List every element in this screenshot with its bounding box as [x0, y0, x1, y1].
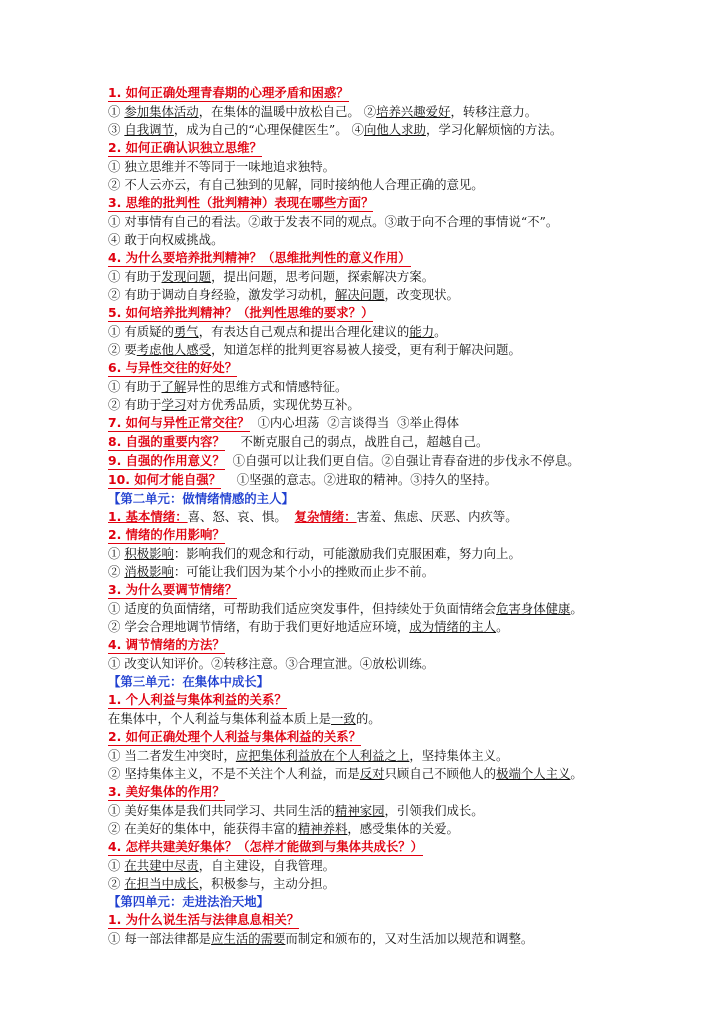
answer-line: ① 当二者发生冲突时，应把集体利益放在个人利益之上，坚持集体主义。	[108, 748, 509, 763]
answer-line: ② 学会合理地调节情绪，有助于我们更好地适应环境，成为情绪的主人。	[108, 619, 509, 634]
answer-line: 在集体中，个人利益与集体利益本质上是一致的。	[108, 711, 381, 726]
answer-line: ② 要考虑他人感受，知道怎样的批判更容易被人接受，更有利于解决问题。	[108, 342, 521, 357]
question-heading: 1. 为什么说生活与法律息息相关？	[108, 912, 300, 927]
answer-line: ① 有助于了解异性的思维方式和情感特征。	[108, 379, 348, 394]
question-heading: 3. 思维的批判性（批判精神）表现在哪些方面？	[108, 195, 374, 210]
answer-line: 7. 如何与异性正常交往？ ①内心坦荡 ②言谈得当 ③举止得体	[108, 415, 460, 430]
answer-line: ① 在共建中尽责，自主建设，自我管理。	[108, 858, 335, 873]
answer-line: ② 有助于调动自身经验，激发学习动机，解决问题，改变现状。	[108, 287, 459, 302]
unit-heading: 【第三单元：在集体中成长】	[108, 674, 270, 689]
question-heading: 6. 与异性交往的好处？	[108, 360, 238, 375]
answer-line: ② 在美好的集体中，能获得丰富的精神养料，感受集体的关爱。	[108, 821, 459, 836]
question-heading: 2. 如何正确认识独立思维？	[108, 140, 262, 155]
question-heading: 3. 为什么要调节情绪？	[108, 582, 238, 597]
answer-line: 8. 自强的重要内容？ 不断克服自己的弱点，战胜自己，超越自己。	[108, 434, 489, 449]
answer-line: ① 独立思维并不等同于一味地追求独特。	[108, 159, 335, 174]
answer-line: ① 美好集体是我们共同学习、共同生活的精神家园，引领我们成长。	[108, 803, 484, 818]
question-heading: 8. 自强的重要内容？	[108, 434, 225, 449]
answer-line: ① 积极影响：影响我们的观念和行动，可能激励我们克服困难，努力向上。	[108, 546, 521, 561]
answer-line: ② 消极影响：可能让我们因为某个小小的挫败而止步不前。	[108, 564, 435, 579]
question-heading: 2. 情绪的作用影响？	[108, 527, 225, 542]
question-heading: 9. 自强的作用意义？	[108, 453, 225, 468]
question-heading: 7. 如何与异性正常交往？	[108, 415, 250, 430]
answer-line: ① 参加集体活动，在集体的温暖中放松自己。 ②培养兴趣爱好，转移注意力。	[108, 104, 538, 119]
question-heading: 1. 如何正确处理青春期的心理矛盾和困惑？	[108, 85, 349, 100]
answer-line: ④ 敢于向权威挑战。	[108, 232, 224, 247]
answer-line: 1. 基本情绪：喜、怒、哀、惧。 复杂情绪：害羞、焦虑、厌恶、内疚等。	[108, 509, 518, 524]
answer-line: ② 在担当中成长，积极参与，主动分担。	[108, 876, 335, 891]
answer-line: ② 不人云亦云，有自己独到的见解，同时接纳他人合理正确的意见。	[108, 177, 484, 192]
question-heading: 4. 为什么要培养批判精神？（思维批判性的意义作用）	[108, 250, 411, 265]
answer-line: ① 适度的负面情绪，可帮助我们适应突发事件，但持续处于负面情绪会危害身体健康。	[108, 601, 583, 616]
question-heading: 1. 个人利益与集体利益的关系？	[108, 692, 287, 707]
study-notes-page	[108, 84, 620, 948]
unit-heading: 【第二单元：做情绪情感的主人】	[108, 491, 294, 506]
answer-line: ① 每一部法律都是应生活的需要而制定和颁布的，又对生活加以规范和调整。	[108, 931, 534, 946]
answer-line: ① 有质疑的勇气，有表达自己观点和提出合理化建议的能力。	[108, 324, 447, 339]
answer-line: 10. 如何才能自强？ ①坚强的意志。②进取的精神。③持久的坚持。	[108, 472, 497, 487]
question-heading: 5. 如何培养批判精神？（批判性思维的要求？）	[108, 305, 374, 320]
question-heading: 3. 美好集体的作用？	[108, 784, 225, 799]
answer-line: 9. 自强的作用意义？ ①自强可以让我们更自信。②自强让青春奋进的步伐永不停息。	[108, 453, 580, 468]
answer-line: ① 改变认知评价。②转移注意。③合理宣泄。④放松训练。	[108, 656, 435, 671]
unit-heading: 【第四单元：走进法治天地】	[108, 894, 270, 909]
answer-line: ② 有助于学习对方优秀品质，实现优势互补。	[108, 397, 360, 412]
answer-line: ① 对事情有自己的看法。②敢于发表不同的观点。③敢于向不合理的事情说“不”。	[108, 214, 559, 229]
question-heading: 10. 如何才能自强？	[108, 472, 221, 487]
answer-line: ① 有助于发现问题，提出问题，思考问题，探索解决方案。	[108, 269, 435, 284]
question-heading: 4. 怎样共建美好集体？（怎样才能做到与集体共成长？）	[108, 839, 424, 854]
question-heading: 2. 如何正确处理个人利益与集体利益的关系？	[108, 729, 362, 744]
answer-line: ② 坚持集体主义，不是不关注个人利益，而是反对只顾自己不顾他人的极端个人主义。	[108, 766, 583, 781]
answer-line: ③ 自我调节，成为自己的“心理保健医生”。 ④向他人求助，学习化解烦恼的方法。	[108, 122, 563, 137]
question-heading: 4. 调节情绪的方法？	[108, 637, 225, 652]
